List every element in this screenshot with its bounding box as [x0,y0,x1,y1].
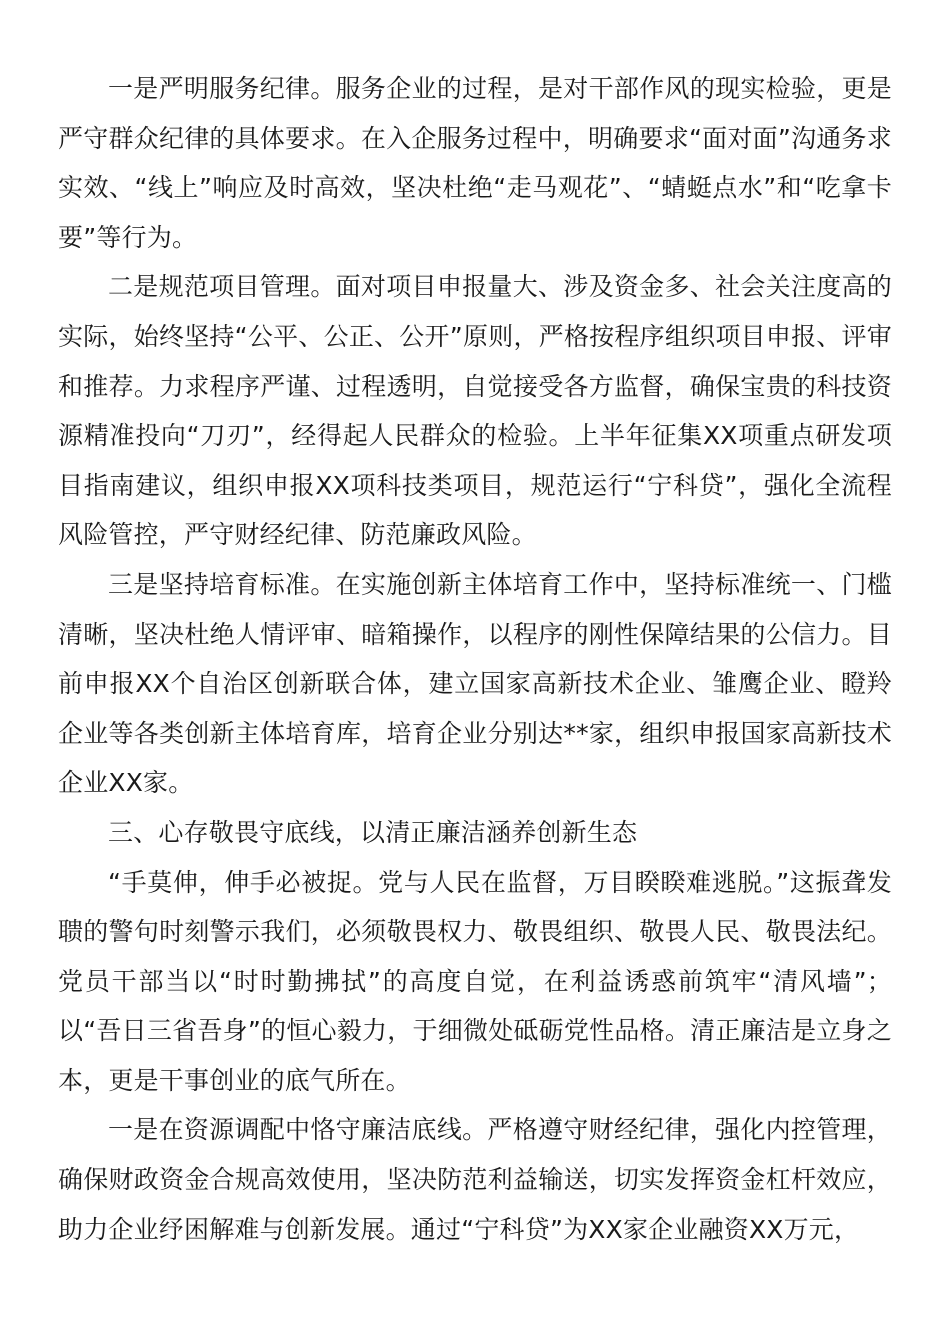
paragraph-project-management: 二是规范项目管理。面对项目申报量大、涉及资金多、社会关注度高的实际，始终坚持“公平、公正、公开”原则，严格按程序组织项目申报、评审和推荐。力求程序严谨、过程透明，自觉接受各方监督，确保宝贵的科技资源精准投向“刀刃”，经得起人民群众的检验。上半年征集XX项重点研发项目指南建议，组织申报XX项科技类项目，规范运行“宁科贷”，强化全流程风险管控，严守财经纪律、防范廉政风险。 [58,272,892,550]
paragraph-service-discipline: 一是严明服务纪律。服务企业的过程，是对干部作风的现实检验，更是严守群众纪律的具体要求。在入企服务过程中，明确要求“面对面”沟通务求实效、“线上”响应及时高效，坚决杜绝“走马观花”、“蜻蜓点水”和“吃拿卡要”等行为。 [58,74,892,252]
section-heading: 三、心存敬畏守底线，以清正廉洁涵养创新生态 [108,817,638,847]
document-body [58,64,892,1254]
paragraph-cultivation-standards: 三是坚持培育标准。在实施创新主体培育工作中，坚持标准统一、门槛清晰，坚决杜绝人情评审、暗箱操作，以程序的刚性保障结果的公信力。目前申报XX个自治区创新联合体，建立国家高新技术企业、雏鹰企业、瞪羚企业等各类创新主体培育库，培育企业分别达**家，组织申报国家高新技术企业XX家。 [58,569,892,798]
paragraph-resource-allocation: 一是在资源调配中恪守廉洁底线。严格遵守财经纪律，强化内控管理，确保财政资金合规高效使用，坚决防范利益输送，切实发挥资金杠杆效应，助力企业纾困解难与创新发展。通过“宁科贷”为XX家企业融资XX万元， [58,1115,892,1244]
paragraph-warning-quote: “手莫伸，伸手必被捉。党与人民在监督，万目睽睽难逃脱。”这振聋发聩的警句时刻警示我们，必须敬畏权力、敬畏组织、敬畏人民、敬畏法纪。党员干部当以“时时勤拂拭”的高度自觉，在利益诱惑前筑牢“清风墙”；以“吾日三省吾身”的恒心毅力，于细微处砥砺党性品格。清正廉洁是立身之本，更是干事创业的底气所在。 [58,867,892,1095]
